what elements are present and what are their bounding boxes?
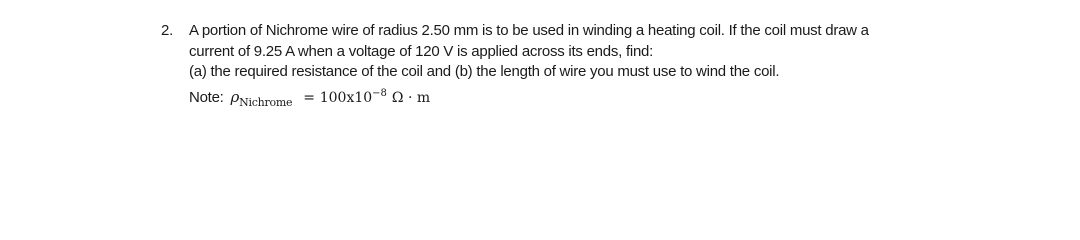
- problem-line-3: (a) the required resistance of the coil and (b) the length of wire you must use to wind the coil.: [189, 63, 780, 80]
- problem-line-2: current of 9.25 A when a voltage of 120 V is applied across its ends, find:: [189, 42, 654, 60]
- note-line: [189, 83, 1069, 109]
- resistivity-exponent: −8: [372, 87, 387, 99]
- note-label: Note:: [189, 88, 224, 106]
- resistivity-subscript: Nichrome: [239, 95, 293, 109]
- resistivity-unit: Ω · m: [391, 89, 431, 106]
- equals-sign: =: [303, 89, 315, 106]
- problem-line-1: A portion of Nichrome wire of radius 2.50 mm is to be used in winding a heating coil. If the coil must draw a: [189, 22, 869, 39]
- resistivity-value: 100x10: [319, 89, 373, 106]
- problem-statement: [189, 21, 1069, 109]
- problem-number: 2.: [161, 22, 174, 39]
- resistivity-symbol: ρ: [230, 87, 240, 106]
